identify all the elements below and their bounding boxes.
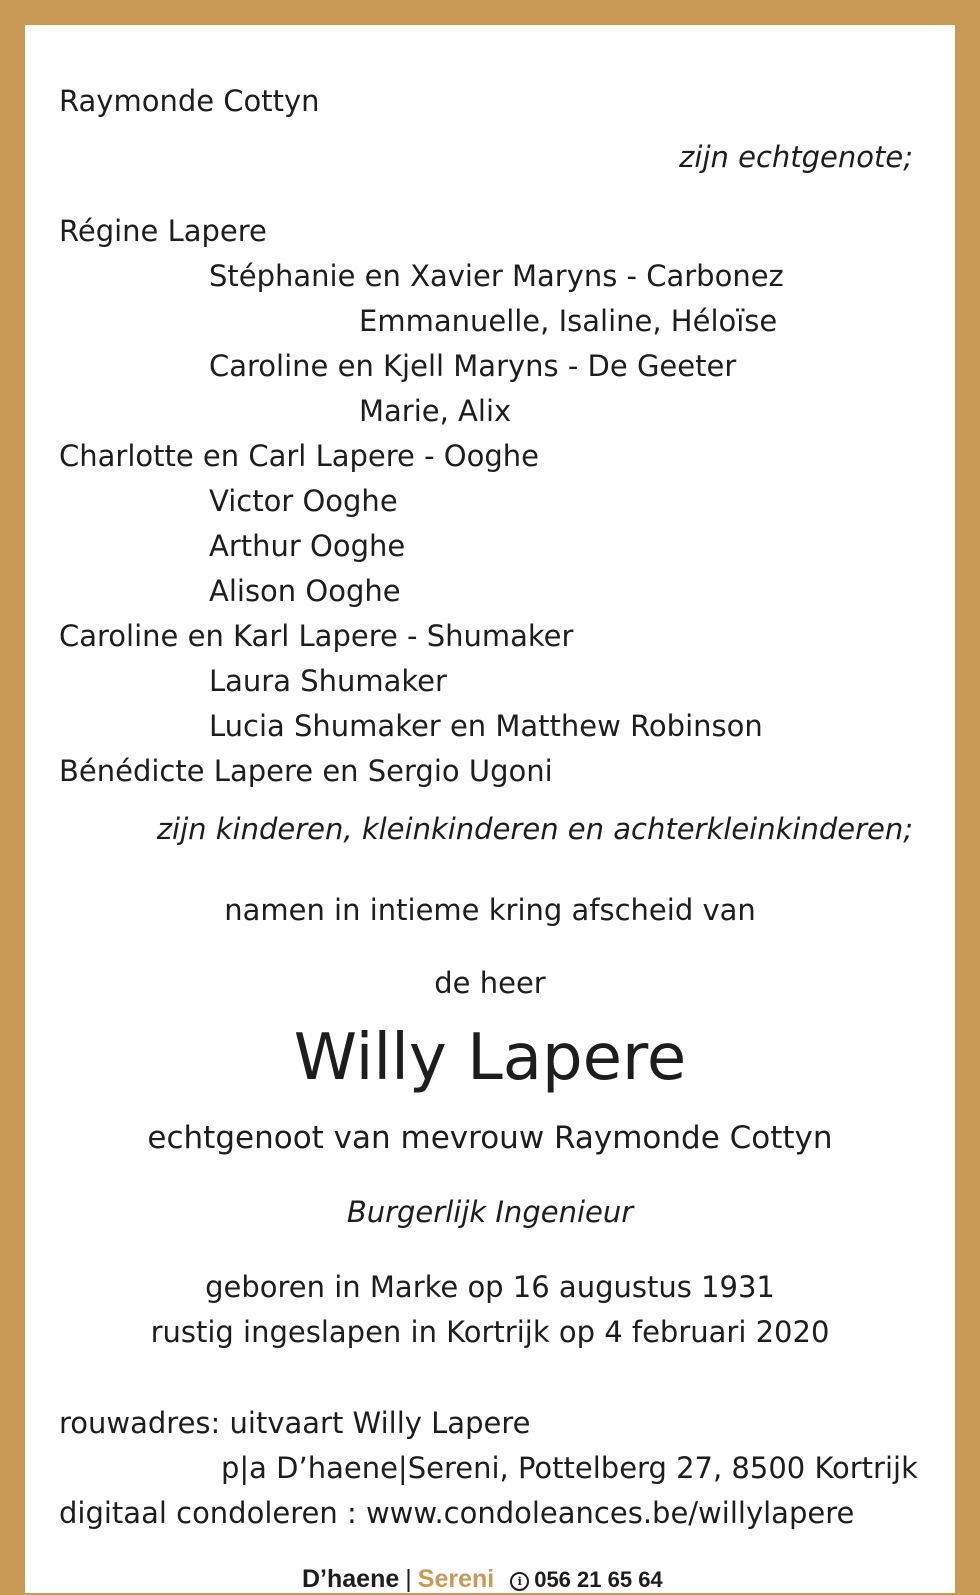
announcement: namen in intieme kring afscheid van <box>224 893 756 927</box>
family-member: Arthur Ooghe <box>209 529 406 563</box>
family-member: Bénédicte Lapere en Sergio Ugoni <box>59 754 553 788</box>
deceased-name: Willy Lapere <box>293 1021 687 1095</box>
family-member: Marie, Alix <box>359 394 512 428</box>
profession: Burgerlijk Ingenieur <box>346 1195 634 1229</box>
condolence-line: digitaal condoleren : www.condoleances.be/willylapere <box>59 1496 855 1530</box>
brand-separator: | <box>405 1565 412 1593</box>
deceased-spouse: echtgenoot van mevrouw Raymonde Cottyn <box>147 1120 833 1156</box>
info-icon: i <box>510 1572 529 1591</box>
address-line-2: p|a D’haene|Sereni, Pottelberg 27, 8500 Kortrijk <box>221 1451 918 1485</box>
footer-content <box>302 1564 663 1595</box>
family-member: Charlotte en Carl Lapere - Ooghe <box>59 439 539 473</box>
phone-number: 056 21 65 64 <box>534 1567 663 1592</box>
family-member: Alison Ooghe <box>209 574 401 608</box>
brand-sereni: Sereni <box>417 1565 495 1593</box>
brand-dhaene: D’haene <box>302 1565 400 1593</box>
family-member: Régine Lapere <box>59 214 267 248</box>
spouse-name: Raymonde Cottyn <box>59 84 320 118</box>
family-member: Victor Ooghe <box>209 484 398 518</box>
spouse-relation: zijn echtgenote; <box>679 140 913 174</box>
family-member: Emmanuelle, Isaline, Héloïse <box>359 304 778 338</box>
family-relation: zijn kinderen, kleinkinderen en achterkleinkinderen; <box>156 812 913 846</box>
footer-banner <box>250 1563 735 1593</box>
family-member: Laura Shumaker <box>209 664 447 698</box>
family-member: Stéphanie en Xavier Maryns - Carbonez <box>209 259 784 293</box>
family-member: Lucia Shumaker en Matthew Robinson <box>209 709 763 743</box>
family-member: Caroline en Kjell Maryns - De Geeter <box>209 349 737 383</box>
address-line-1: rouwadres: uitvaart Willy Lapere <box>59 1406 531 1440</box>
death-notice-card <box>25 25 955 1593</box>
birth-info: geboren in Marke op 16 augustus 1931 <box>205 1270 775 1304</box>
family-member: Caroline en Karl Lapere - Shumaker <box>59 619 574 653</box>
death-info: rustig ingeslapen in Kortrijk op 4 februari 2020 <box>150 1315 830 1349</box>
salutation: de heer <box>434 966 546 1000</box>
